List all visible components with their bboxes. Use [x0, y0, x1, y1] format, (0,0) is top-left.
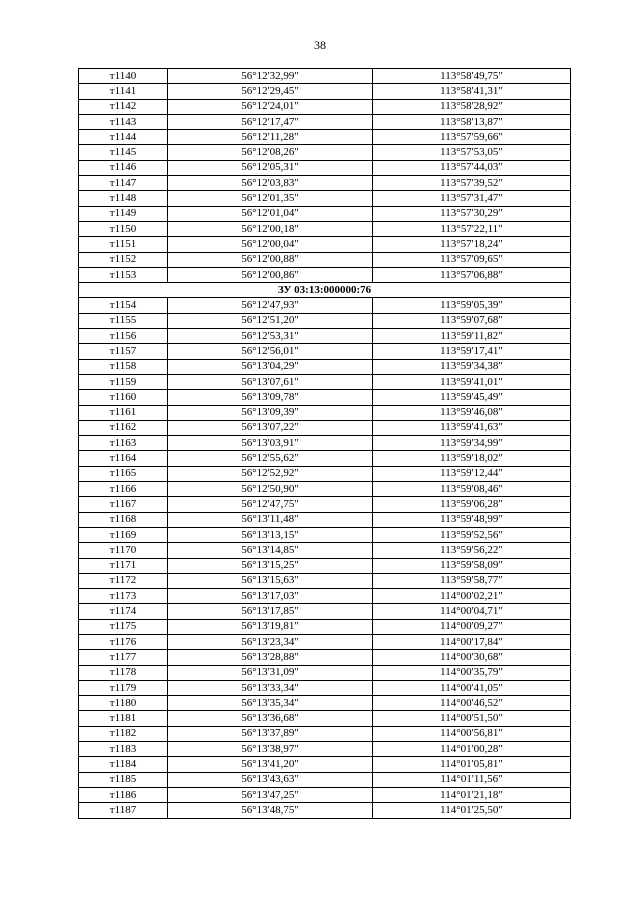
table-row [79, 573, 571, 588]
point-id-cell: т1148 [79, 191, 168, 206]
point-id-cell: т1143 [79, 114, 168, 129]
table-row [79, 482, 571, 497]
longitude-cell: 113°57'09,65" [373, 252, 571, 267]
latitude-cell: 56°13'33,34" [168, 680, 373, 695]
latitude-cell: 56°13'36,68" [168, 711, 373, 726]
table-row [79, 267, 571, 282]
latitude-cell: 56°12'00,18" [168, 221, 373, 236]
table-row [79, 466, 571, 481]
table-row [79, 711, 571, 726]
latitude-cell: 56°12'51,20" [168, 313, 373, 328]
longitude-cell: 113°57'53,05" [373, 145, 571, 160]
table-row [79, 742, 571, 757]
latitude-cell: 56°13'35,34" [168, 696, 373, 711]
table-row [79, 99, 571, 114]
latitude-cell: 56°12'52,92" [168, 466, 373, 481]
point-id-cell: т1162 [79, 420, 168, 435]
point-id-cell: т1166 [79, 482, 168, 497]
latitude-cell: 56°12'47,75" [168, 497, 373, 512]
latitude-cell: 56°13'15,25" [168, 558, 373, 573]
longitude-cell: 113°59'45,49" [373, 390, 571, 405]
point-id-cell: т1179 [79, 680, 168, 695]
point-id-cell: т1142 [79, 99, 168, 114]
table-row [79, 589, 571, 604]
point-id-cell: т1155 [79, 313, 168, 328]
table-row [79, 145, 571, 160]
longitude-cell: 113°57'06,88" [373, 267, 571, 282]
longitude-cell: 114°01'00,28" [373, 742, 571, 757]
latitude-cell: 56°13'14,85" [168, 543, 373, 558]
point-id-cell: т1159 [79, 374, 168, 389]
longitude-cell: 114°00'46,52" [373, 696, 571, 711]
table-row [79, 757, 571, 772]
latitude-cell: 56°13'28,88" [168, 650, 373, 665]
longitude-cell: 114°01'25,50" [373, 803, 571, 818]
latitude-cell: 56°12'56,01" [168, 344, 373, 359]
longitude-cell: 114°00'35,79" [373, 665, 571, 680]
longitude-cell: 114°01'05,81" [373, 757, 571, 772]
table-row [79, 160, 571, 175]
latitude-cell: 56°13'17,03" [168, 589, 373, 604]
point-id-cell: т1156 [79, 329, 168, 344]
point-id-cell: т1147 [79, 176, 168, 191]
point-id-cell: т1153 [79, 267, 168, 282]
point-id-cell: т1157 [79, 344, 168, 359]
latitude-cell: 56°13'19,81" [168, 619, 373, 634]
section-header-row [79, 283, 571, 298]
latitude-cell: 56°12'55,62" [168, 451, 373, 466]
point-id-cell: т1185 [79, 772, 168, 787]
point-id-cell: т1164 [79, 451, 168, 466]
point-id-cell: т1154 [79, 298, 168, 313]
section-header-body [79, 283, 571, 298]
table-row [79, 374, 571, 389]
table-row [79, 787, 571, 802]
table-row [79, 359, 571, 374]
longitude-cell: 113°58'13,87" [373, 114, 571, 129]
point-id-cell: т1176 [79, 634, 168, 649]
latitude-cell: 56°13'17,85" [168, 604, 373, 619]
table-row [79, 497, 571, 512]
longitude-cell: 113°57'18,24" [373, 237, 571, 252]
point-id-cell: т1149 [79, 206, 168, 221]
table-row [79, 69, 571, 84]
table-row [79, 344, 571, 359]
table-row [79, 527, 571, 542]
longitude-cell: 114°00'51,50" [373, 711, 571, 726]
table-row [79, 84, 571, 99]
table-row [79, 130, 571, 145]
latitude-cell: 56°12'03,83" [168, 176, 373, 191]
longitude-cell: 113°59'18,02" [373, 451, 571, 466]
point-id-cell: т1187 [79, 803, 168, 818]
latitude-cell: 56°13'23,34" [168, 634, 373, 649]
latitude-cell: 56°13'13,15" [168, 527, 373, 542]
table-row [79, 252, 571, 267]
table-row [79, 558, 571, 573]
latitude-cell: 56°13'47,25" [168, 787, 373, 802]
longitude-cell: 113°59'08,46" [373, 482, 571, 497]
table-row [79, 451, 571, 466]
latitude-cell: 56°13'03,91" [168, 436, 373, 451]
longitude-cell: 114°00'04,71" [373, 604, 571, 619]
latitude-cell: 56°12'50,90" [168, 482, 373, 497]
table-row [79, 650, 571, 665]
point-id-cell: т1167 [79, 497, 168, 512]
latitude-cell: 56°12'47,93" [168, 298, 373, 313]
latitude-cell: 56°12'17,47" [168, 114, 373, 129]
table-row [79, 604, 571, 619]
latitude-cell: 56°12'00,86" [168, 267, 373, 282]
table-row [79, 206, 571, 221]
longitude-cell: 113°59'05,39" [373, 298, 571, 313]
point-id-cell: т1181 [79, 711, 168, 726]
longitude-cell: 113°57'30,29" [373, 206, 571, 221]
longitude-cell: 113°59'34,99" [373, 436, 571, 451]
point-id-cell: т1168 [79, 512, 168, 527]
longitude-cell: 113°59'46,08" [373, 405, 571, 420]
coordinates-table [78, 68, 571, 819]
page-number: 38 [314, 38, 326, 52]
longitude-cell: 113°59'06,28" [373, 497, 571, 512]
point-id-cell: т1141 [79, 84, 168, 99]
latitude-cell: 56°13'07,22" [168, 420, 373, 435]
longitude-cell: 114°00'17,84" [373, 634, 571, 649]
longitude-cell: 113°59'07,68" [373, 313, 571, 328]
longitude-cell: 113°57'31,47" [373, 191, 571, 206]
point-id-cell: т1151 [79, 237, 168, 252]
point-id-cell: т1160 [79, 390, 168, 405]
table-row [79, 221, 571, 236]
longitude-cell: 113°57'39,52" [373, 176, 571, 191]
latitude-cell: 56°13'37,89" [168, 726, 373, 741]
latitude-cell: 56°12'24,01" [168, 99, 373, 114]
point-id-cell: т1182 [79, 726, 168, 741]
table-row [79, 436, 571, 451]
latitude-cell: 56°12'53,31" [168, 329, 373, 344]
longitude-cell: 113°59'56,22" [373, 543, 571, 558]
table-row [79, 543, 571, 558]
longitude-cell: 114°00'30,68" [373, 650, 571, 665]
point-id-cell: т1150 [79, 221, 168, 236]
point-id-cell: т1161 [79, 405, 168, 420]
latitude-cell: 56°12'11,28" [168, 130, 373, 145]
table-row [79, 803, 571, 818]
longitude-cell: 113°57'44,03" [373, 160, 571, 175]
longitude-cell: 113°59'52,56" [373, 527, 571, 542]
table-row [79, 114, 571, 129]
latitude-cell: 56°13'38,97" [168, 742, 373, 757]
point-id-cell: т1180 [79, 696, 168, 711]
latitude-cell: 56°13'48,75" [168, 803, 373, 818]
latitude-cell: 56°12'32,99" [168, 69, 373, 84]
latitude-cell: 56°12'29,45" [168, 84, 373, 99]
point-id-cell: т1175 [79, 619, 168, 634]
table-row [79, 329, 571, 344]
longitude-cell: 113°59'41,01" [373, 374, 571, 389]
point-id-cell: т1158 [79, 359, 168, 374]
longitude-cell: 113°59'58,77" [373, 573, 571, 588]
point-id-cell: т1152 [79, 252, 168, 267]
latitude-cell: 56°13'11,48" [168, 512, 373, 527]
longitude-cell: 114°00'41,05" [373, 680, 571, 695]
point-id-cell: т1183 [79, 742, 168, 757]
longitude-cell: 114°00'02,21" [373, 589, 571, 604]
table-row [79, 405, 571, 420]
latitude-cell: 56°13'43,63" [168, 772, 373, 787]
longitude-cell: 113°57'22,11" [373, 221, 571, 236]
longitude-cell: 113°59'58,09" [373, 558, 571, 573]
table-row [79, 237, 571, 252]
longitude-cell: 113°59'34,38" [373, 359, 571, 374]
point-id-cell: т1140 [79, 69, 168, 84]
latitude-cell: 56°13'09,39" [168, 405, 373, 420]
latitude-cell: 56°13'41,20" [168, 757, 373, 772]
section-header: ЗУ 03:13:000000:76 [79, 283, 571, 298]
longitude-cell: 113°59'41,63" [373, 420, 571, 435]
latitude-cell: 56°12'00,88" [168, 252, 373, 267]
point-id-cell: т1172 [79, 573, 168, 588]
table-row [79, 390, 571, 405]
table-body-after [79, 298, 571, 818]
longitude-cell: 114°01'21,18" [373, 787, 571, 802]
longitude-cell: 113°57'59,66" [373, 130, 571, 145]
table-row [79, 726, 571, 741]
table-row [79, 665, 571, 680]
longitude-cell: 114°01'11,56" [373, 772, 571, 787]
point-id-cell: т1184 [79, 757, 168, 772]
latitude-cell: 56°12'01,04" [168, 206, 373, 221]
point-id-cell: т1174 [79, 604, 168, 619]
table-row [79, 298, 571, 313]
latitude-cell: 56°12'01,35" [168, 191, 373, 206]
point-id-cell: т1177 [79, 650, 168, 665]
longitude-cell: 114°00'09,27" [373, 619, 571, 634]
longitude-cell: 113°59'17,41" [373, 344, 571, 359]
table-row [79, 619, 571, 634]
table-row [79, 634, 571, 649]
table-row [79, 512, 571, 527]
latitude-cell: 56°13'07,61" [168, 374, 373, 389]
latitude-cell: 56°12'08,26" [168, 145, 373, 160]
table-row [79, 696, 571, 711]
table-row [79, 313, 571, 328]
latitude-cell: 56°13'09,78" [168, 390, 373, 405]
latitude-cell: 56°13'04,29" [168, 359, 373, 374]
latitude-cell: 56°12'05,31" [168, 160, 373, 175]
point-id-cell: т1170 [79, 543, 168, 558]
table-row [79, 680, 571, 695]
latitude-cell: 56°13'31,09" [168, 665, 373, 680]
point-id-cell: т1171 [79, 558, 168, 573]
longitude-cell: 113°59'11,82" [373, 329, 571, 344]
point-id-cell: т1145 [79, 145, 168, 160]
longitude-cell: 113°59'12,44" [373, 466, 571, 481]
point-id-cell: т1178 [79, 665, 168, 680]
point-id-cell: т1169 [79, 527, 168, 542]
table-row [79, 772, 571, 787]
longitude-cell: 113°58'41,31" [373, 84, 571, 99]
table-body-before [79, 69, 571, 283]
point-id-cell: т1144 [79, 130, 168, 145]
longitude-cell: 113°58'49,75" [373, 69, 571, 84]
table-row [79, 420, 571, 435]
point-id-cell: т1163 [79, 436, 168, 451]
latitude-cell: 56°12'00,04" [168, 237, 373, 252]
point-id-cell: т1146 [79, 160, 168, 175]
longitude-cell: 113°59'48,99" [373, 512, 571, 527]
longitude-cell: 114°00'56,81" [373, 726, 571, 741]
point-id-cell: т1186 [79, 787, 168, 802]
table-row [79, 176, 571, 191]
table-row [79, 191, 571, 206]
longitude-cell: 113°58'28,92" [373, 99, 571, 114]
latitude-cell: 56°13'15,63" [168, 573, 373, 588]
point-id-cell: т1173 [79, 589, 168, 604]
point-id-cell: т1165 [79, 466, 168, 481]
